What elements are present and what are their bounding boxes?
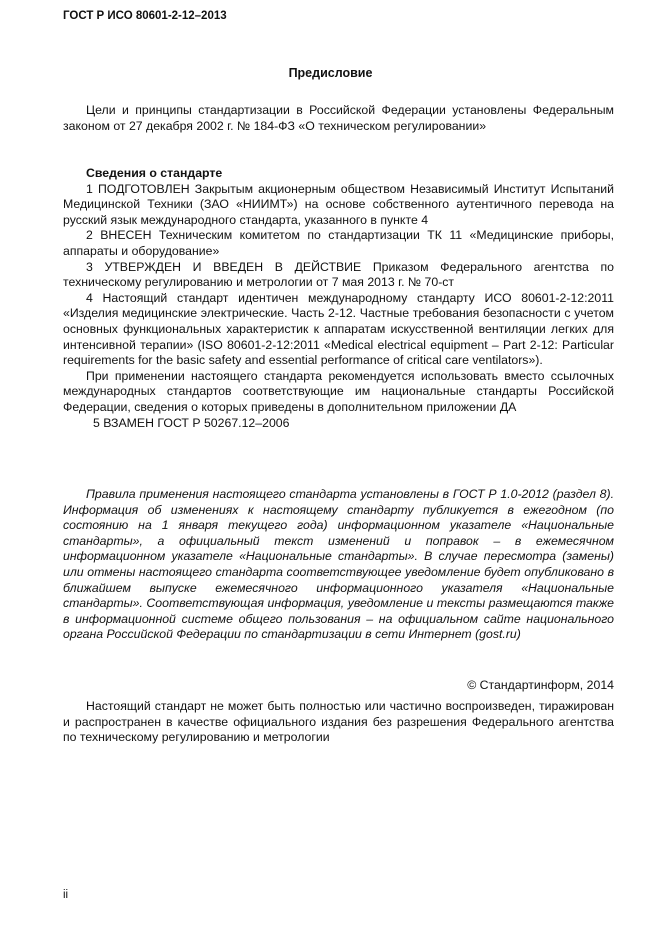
info-item-5: 5 ВЗАМЕН ГОСТ Р 50267.12–2006 <box>93 415 290 430</box>
info-item-4: 4 Настоящий стандарт идентичен международному стандарту ИСО 80601-2-12:2011 «Изделия медицинские электрические. Часть 2-12. Частные требования безопасности с учетом основных функциональных характеристик к аппаратам искусственной вентиляции легких для интенсивной терапии» (ISO 80601-2-12:2011 «Medical electrical equipment – Part 2-12: Particular requirements for the basic safety and essential performance of critical care ventilators»). <box>63 290 614 368</box>
notice-paragraph: Настоящий стандарт не может быть полностью или частично воспроизведен, тиражирован и распространен в качестве официального издания без разрешения Федерального агентства по техническому регулированию и метрологии <box>63 699 614 745</box>
copyright-line: © Стандартинформ, 2014 <box>467 678 614 692</box>
notice-section <box>63 699 614 746</box>
info-item-4-note: При применении настоящего стандарта рекомендуется использовать вместо ссылочных международных стандартов соответствующие им национальные стандарты Российской Федерации, сведения о которых приведены в дополнительном приложении ДА <box>63 368 614 414</box>
rules-paragraph: Правила применения настоящего стандарта установлены в ГОСТ Р 1.0-2012 (раздел 8). Информация об изменениях к настоящему стандарту публикуется в ежегодном (по состоянию на 1 января текущего года) информационном указателе «Национальные стандарты», а официальный текст изменений и поправок – в ежемесячном информационном указателе «Национальные стандарты». В случае пересмотра (замены) или отмены настоящего стандарта соответствующее уведомление будет опубликовано в ближайшем выпуске ежемесячного информационного указателя «Национальные стандарты». Соответствующая информация, уведомление и тексты размещаются также в информационной системе общего пользования – на официальном сайте национального органа Российской Федерации по стандартизации в сети Интернет (gost.ru) <box>63 487 614 642</box>
document-code-header: ГОСТ Р ИСО 80601-2-12–2013 <box>63 10 227 22</box>
rules-section <box>63 487 614 643</box>
info-heading: Сведения о стандарте <box>86 166 223 180</box>
intro-section <box>63 103 614 134</box>
intro-paragraph: Цели и принципы стандартизации в Российской Федерации установлены Федеральным законом от 27 декабря 2002 г. № 184-ФЗ «О техническом регулировании» <box>63 103 614 133</box>
page-title: Предисловие <box>288 66 373 80</box>
info-item-3: 3 УТВЕРЖДЕН И ВВЕДЕН В ДЕЙСТВИЕ Приказом Федерального агентства по техническому регулированию и метрологии от 7 мая 2013 г. № 70-ст <box>63 259 614 290</box>
info-item-1: 1 ПОДГОТОВЛЕН Закрытым акционерным обществом Независимый Институт Испытаний Медицинской Техники (ЗАО «НИИМТ») на основе собственного аутентичного перевода на русский язык международного стандарта, указанного в пункте 4 <box>63 181 614 227</box>
standard-info-section <box>63 166 614 431</box>
info-item-2: 2 ВНЕСЕН Техническим комитетом по стандартизации ТК 11 «Медицинские приборы, аппараты и оборудование» <box>63 228 614 258</box>
page-number: ii <box>63 889 69 901</box>
